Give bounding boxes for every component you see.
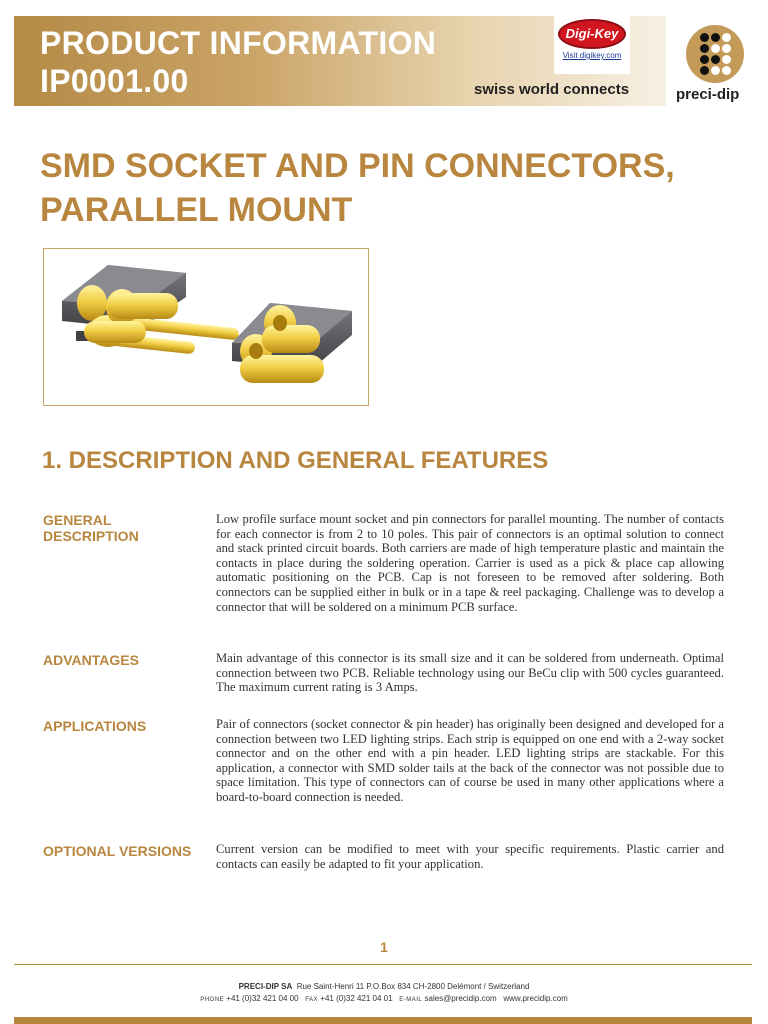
row-text-optional-versions: Current version can be modified to meet with your specific requirements. Plastic carrier and contacts can easily be adapted to fit your application. bbox=[216, 842, 724, 871]
row-text-advantages: Main advantage of this connector is its small size and it can be soldered from underneath. Optimal connection between two PCB. Reliable technology using our BeCu clip with 500 cycles guaranteed. The maximum current rating is 3 Amps. bbox=[216, 651, 724, 695]
footer-phone: +41 (0)32 421 04 00 bbox=[226, 994, 299, 1003]
row-label-general-description: GENERAL DESCRIPTION bbox=[43, 512, 139, 544]
header-title-line1: PRODUCT INFORMATION bbox=[40, 25, 437, 61]
row-text-applications: Pair of connectors (socket connector & pin header) has originally been designed and developed for a connection between two LED lighting strips. Each strip is equipped on one end with a 2-way socket connector and on the other end with a pin header. LED lighting strips are stackable. For this application, a connector with SMD solder tails at the back of the connector was not possible due to space limitation. This type of connectors can of course be used in many other applications where a board-to-board connection is needed. bbox=[216, 717, 724, 804]
section-heading: 1. DESCRIPTION AND GENERAL FEATURES bbox=[42, 447, 549, 474]
document-title-line1: SMD SOCKET AND PIN CONNECTORS, bbox=[40, 147, 675, 185]
header-title bbox=[40, 24, 500, 100]
digikey-logo[interactable] bbox=[554, 16, 630, 74]
footer-address-line bbox=[0, 982, 768, 991]
connector-illustration bbox=[44, 249, 368, 405]
footer-divider bbox=[14, 964, 752, 965]
fax-label: FAX bbox=[305, 997, 319, 1003]
row-label-applications: APPLICATIONS bbox=[43, 718, 147, 734]
footer-website[interactable]: www.precidip.com bbox=[503, 994, 568, 1003]
row-text-general-description: Low profile surface mount socket and pin connectors for parallel mounting. The number of contacts for each connector is from 2 to 10 poles. This pair of connectors is an optimal solution to connect and stack printed circuit boards. Both carriers are made of high temperature plastic and maintain the contacts in place during the soldering operation. Carrier is used as a pick & place cap allowing automatic positioning on the PCB. Cap is not foreseen to be removed after soldering. Both connectors can be supplied either in bulk or in a tape & reel packaging. Challenge was to develop a connector that will be soldered on a minimum PCB surface. bbox=[216, 512, 724, 614]
page-number: 1 bbox=[380, 939, 388, 955]
row-label-optional-versions: OPTIONAL VERSIONS bbox=[43, 843, 192, 859]
phone-label: PHONE bbox=[200, 997, 225, 1003]
digikey-logo-text: Digi-Key bbox=[558, 19, 626, 49]
row-label-advantages: ADVANTAGES bbox=[43, 652, 139, 668]
footer-fax: +41 (0)32 421 04 01 bbox=[320, 994, 393, 1003]
footer-contact-line bbox=[0, 994, 768, 1003]
digikey-link[interactable]: Visit digikey.com bbox=[562, 51, 622, 60]
email-label: E-MAIL bbox=[399, 997, 423, 1003]
document-title bbox=[40, 144, 740, 232]
footer-bar bbox=[14, 1017, 752, 1024]
tagline: swiss world connects bbox=[474, 81, 630, 98]
preci-dip-logo-icon bbox=[686, 25, 744, 83]
connector-product-photo bbox=[43, 248, 369, 406]
header-title-line2: IP0001.00 bbox=[40, 63, 189, 99]
footer-company: PRECI-DIP SA bbox=[238, 982, 293, 991]
footer-email[interactable]: sales@precidip.com bbox=[424, 994, 497, 1003]
footer-address: Rue Saint-Henri 11 P.O.Box 834 CH-2800 Delémont / Switzerland bbox=[296, 982, 530, 991]
document-title-line2: PARALLEL MOUNT bbox=[40, 191, 353, 229]
brand-name: preci-dip bbox=[676, 86, 740, 103]
